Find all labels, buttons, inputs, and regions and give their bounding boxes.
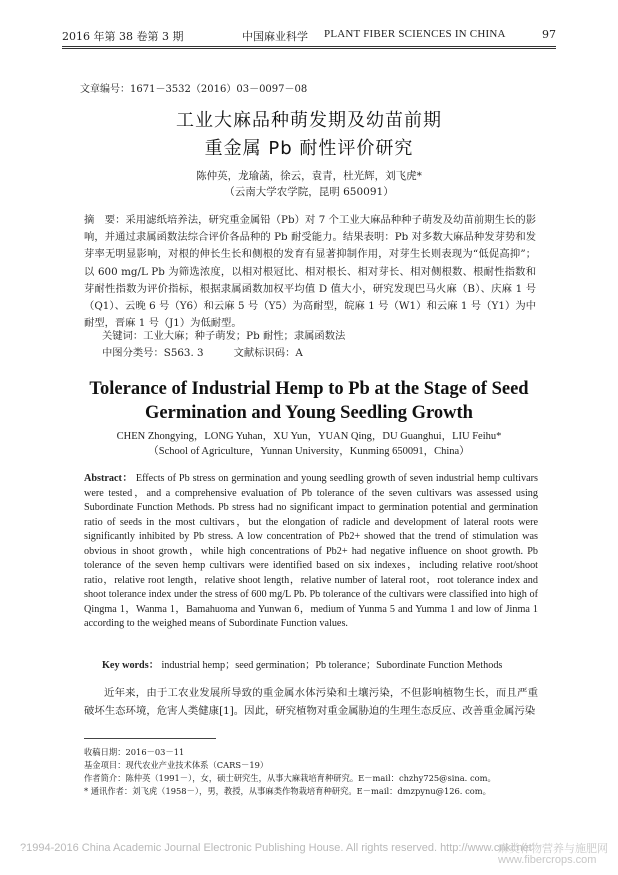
journal-name-en: PLANT FIBER SCIENCES IN CHINA — [324, 28, 506, 40]
article-number: 文章编号：1671－3532（2016）03－0097－08 — [80, 84, 308, 95]
running-header — [62, 28, 556, 42]
title-en-line2: Germination and Young Seedling Growth — [145, 403, 473, 423]
keywords-en — [102, 656, 502, 671]
copyright-line: ?1994-2016 China Academic Journal Electronic Publishing House. All rights reserved. http://www.cnki.net — [20, 842, 532, 854]
title-en-line1: Tolerance of Industrial Hemp to Pb at the Stage of Seed — [89, 379, 529, 399]
abstract-zh: 摘 要：采用滤纸培养法，研究重金属铅（Pb）对 7 个工业大麻品种种子萌发及幼苗前期生长的影响，并通过隶属函数法综合评价各品种的 Pb 耐受能力。结果表明：Pb 对多数大麻品种发芽势和发芽率无明显影响，对根的伸长生长和侧根的发育有显著抑制作用，对芽生长则表现为“低促高抑”；以 600 mg/L Pb 为筛选浓度，以相对根冠比、相对根长、相对芽长、相对侧根数、根耐性指数和芽耐性指数为评价指标，根据隶属函数加权平均值 D 值大小，研究发现巴马火麻（B）、庆麻 1 号（Q1）、云晚 6 号（Y6）和云麻 5 号（Y5）为高耐型，皖麻 1 号（W1）和云麻 1 号（Y1）为中耐型，晋麻 1 号（J1）为低耐型。 — [84, 214, 536, 330]
watermark-url: www.fibercrops.com — [498, 854, 597, 866]
title-zh-line1: 工业大麻品种萌发期及幼苗前期 — [176, 110, 442, 131]
document-code: 文献标识码：A — [233, 347, 303, 359]
affiliation-en: （School of Agriculture，Yunnan University，Kunming 650091，China） — [148, 446, 470, 457]
keywords-en-label: Key words： — [102, 660, 159, 671]
authors-zh: 陈仲英，龙瑜菡，徐云，袁青，杜光辉，刘飞虎* — [196, 170, 422, 182]
abstract-en-label: Abstract： — [84, 473, 133, 484]
journal-issue: 2016 年第 38 卷第 3 期 — [62, 30, 184, 43]
keywords-zh: 关键词：工业大麻；种子萌发；Pb 耐性；隶属函数法 — [102, 330, 346, 342]
keywords-en-text: industrial hemp；seed germination；Pb tolerance；Subordinate Function Methods — [161, 660, 503, 671]
clc-number: 中图分类号：S563. 3 — [102, 347, 204, 359]
header-rule-thick — [62, 46, 556, 47]
authors-en: CHEN Zhongying，LONG Yuhan，XU Yun，YUAN Qing，DU Guanghui，LIU Feihu* — [116, 431, 502, 442]
header-rule-thin — [62, 48, 556, 49]
title-zh-line2: 重金属 Pb 耐性评价研究 — [204, 138, 414, 159]
abstract-en-text: Effects of Pb stress on germination and young seedling growth of seven industrial hemp cultivars were tested，and a comprehensive evaluation of Pb tolerance of the seven cultivars was assessed using Subordinate Function Methods. Pb stress had no significant impact to germination potential and germination ratio of seeds in the most cultivars，but the elongation of radicle and development of lateral roots were significantly inhibited by Pb stress. A low concentration of Pb2+ showed that the trend of stimulation was obvious in shoot growth，while high concentrations of Pb2+ had negative influence on shoot growth. Pb tolerance of the seven hemp cultivars were identified based on six indexes，including relative root/shoot ratio，relative root length，relative shoot length，relative number of lateral root，root tolerance index and shoot tolerance index under the stress of 600 mg/L Pb. Pb tolerance of the cultivars were classified into high of Qingma 1，Wanma 1，Bamahuoma and Yunwan 6，medium of Yunma 5 and Yumma 1 and low of Jinma 1 according to the weighed means of Subordinate Function values. — [84, 473, 538, 629]
introduction-paragraph: 近年来，由于工农业发展所导致的重金属水体污染和土壤污染，不但影响植物生长，而且严重破坏生态环境，危害人类健康[1]。因此，研究植物对重金属胁迫的生理生态反应、改善重金属污染 — [84, 687, 538, 717]
footnote-rule — [84, 738, 216, 739]
footnote-corresponding: * 通讯作者：刘飞虎（1958－），男，教授，从事麻类作物栽培育种研究。E－mail：dmzpynu@126. com。 — [84, 786, 491, 796]
classification-zh — [102, 344, 303, 359]
affiliation-zh: （云南大学农学院，昆明 650091） — [224, 186, 394, 198]
watermark-name: 麻类作物营养与施肥网 — [498, 842, 608, 855]
journal-name-zh: 中国麻业科学 — [242, 30, 308, 43]
page-number: 97 — [542, 28, 556, 41]
footnote-author-bio: 作者简介：陈仲英（1991－），女，硕士研究生，从事大麻栽培育种研究。E－mail：chzhy725@sina. com。 — [84, 773, 496, 783]
abstract-en — [84, 472, 538, 632]
footnote-received: 收稿日期：2016－03－11 — [84, 747, 185, 757]
footnote-funding: 基金项目：现代农业产业技术体系（CARS－19） — [84, 760, 269, 770]
